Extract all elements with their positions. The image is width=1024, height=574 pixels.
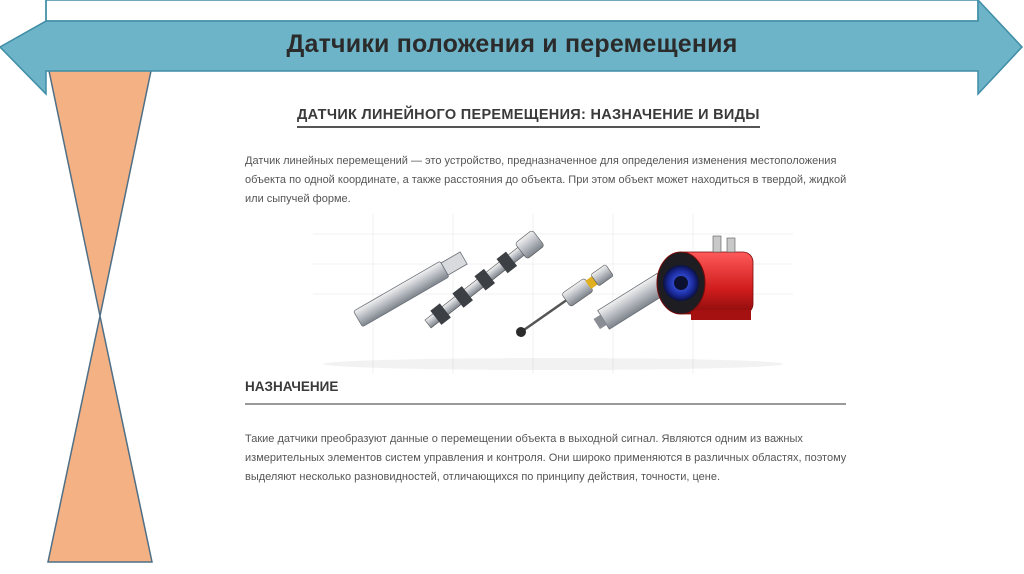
purpose-line: выделяют несколько разновидностей, отличающихся по принципу действия, точности, цене. [245,471,721,483]
photo-shadow [323,358,783,370]
purpose-line: измерительных элементов систем управления и контроля. Они широко применяются в различных областях, поэтому [245,452,847,464]
sensor-rail [354,250,469,327]
sensor-rod [512,264,614,342]
sensor-red-cylinder [657,236,753,320]
section-heading: НАЗНАЧЕНИЕ [245,379,846,405]
intro-line: объекта по одной координате, а также расстояния до объекта. При этом объект может находиться в твердой, жидкой [245,174,847,186]
slide-title: Датчики положения и перемещения [286,30,738,58]
purpose-line: Такие датчики преобразуют данные о перемещении объекта в выходной сигнал. Являются одним из важных [245,433,803,445]
intro-paragraph [245,152,855,209]
sensors-photo [313,214,793,374]
article-excerpt [233,96,858,506]
article-heading: ДАТЧИК ЛИНЕЙНОГО ПЕРЕМЕЩЕНИЯ: НАЗНАЧЕНИЕ И ВИДЫ [297,107,760,128]
intro-line: или сыпучей форме. [245,193,351,205]
intro-line: Датчик линейных перемещений — это устройство, предназначенное для определения изменения местоположения [245,155,837,167]
purpose-paragraph [245,430,850,487]
